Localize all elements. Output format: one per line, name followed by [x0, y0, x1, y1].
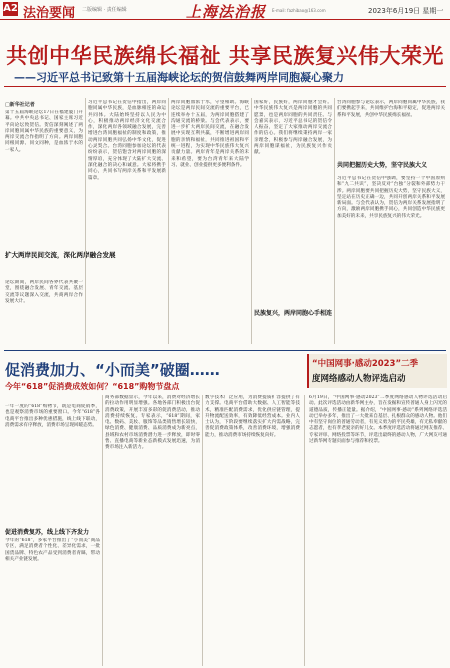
story3-headline: “中国网事·感动2023”二季: [312, 359, 419, 369]
issue-date: 2023年6月19日 星期一: [368, 7, 444, 15]
lead-deck: ——习近平总书记致第十五届海峡论坛的贺信鼓舞两岸同胞凝心聚力: [14, 71, 344, 84]
lead-column-5: 台湾同胞参与论坛表示，两岸同胞同属中华民族，我们要携起手来，共同维护台海和平稳定，促进两岸关系和平发展，共创中华民族绵长福祉。: [337, 100, 445, 118]
masthead: [0, 0, 450, 20]
lead-byline: □新华社记者: [5, 102, 35, 108]
column-divider: [202, 395, 203, 666]
story2-column-1: 一年一度的“618”购物节，既是电商促销季，也是观察消费市场的重要窗口。今年“618”各电商平台推出多种优惠措施，线上线下联动，消费需求有序释放，消费市场呈现回暖态势。: [5, 404, 100, 428]
story2-column-1b: 今年的“618”，多家平台推出了“小而美”商品专区，满足消费者个性化、差异化需求，一批国货品牌、特色农产品受到消费者青睐，带动相关产业链发展。: [5, 538, 100, 562]
newspaper-logo: 上海法治报: [186, 3, 267, 21]
story2-column-3: 数字技术广泛应用，为消费提质扩容提供了有力支撑。电商平台借助大数据、人工智能等技术，精准匹配消费需求，优化供应链管理，提升物流配送效率，有效降低经营成本。业内人士认为，下阶段要继续落实扩大内需战略，完善促消费政策体系，改善消费环境，增强消费能力，推动消费市场持续恢复向好。: [205, 395, 300, 438]
story2-subhead-1: 促进消费复苏，线上线下齐发力: [5, 529, 90, 536]
column-divider: [304, 395, 305, 666]
section-divider: [4, 350, 446, 351]
story3-deck: 度网络感动人物评选启动: [312, 374, 406, 384]
subhead-text: 扩大两岸民间交流，深化两岸融合发展: [5, 251, 116, 259]
publication-email: E-mail: fazhibao@163.com: [272, 8, 326, 13]
lead-subhead-2: 民族复兴，两岸同胞心手相连: [254, 310, 333, 317]
story3-column-1: 6月19日，“中国网事·感动2023”二季度网络感动人物评选活动启动。此次评选活动由新华网主办，旨在发掘和宣传普通人身上闪光的道德品质，传播正能量。据介绍，“中国网事·感动”系列网络评选活动已举办多年，推出了一大批来自基层、扎根群众的感动人物。他们中有坚守岗位的普通劳动者，有见义勇为的平民英雄，有无私奉献的志愿者，也有孝老爱亲的好儿女。本季度评选活动将通过网友推荐、专家评审、网络投票等环节，评选出最终的感动人物，广大网友可通过新华网专题页面参与推荐和投票。: [309, 395, 447, 445]
story2-headline: 促消费加力、“小而美”破圈……: [5, 361, 220, 379]
column-divider: [251, 98, 252, 344]
lead-headline: 共创中华民族绵长福祉 共享民族复兴伟大荣光: [6, 44, 444, 68]
story2-column-2: 商务部数据显示，今年以来，消费对经济增长的拉动作用明显增强。各地各部门积极出台促消费政策，开展丰富多彩的促消费活动，推动消费持续恢复。专家表示，“618”期间，家电、数码、美妆、服饰等品类销售增长较快，绿色消费、健康消费、品质消费成为新亮点，县域和农村市场消费潜力进一步释放，即时零售、直播电商等新业态新模式发展迅速，为消费市场注入新活力。: [105, 395, 200, 451]
lead-divider: [4, 86, 446, 87]
column-divider: [102, 395, 103, 666]
column-divider: [168, 98, 169, 344]
page-number-badge: A2: [3, 3, 18, 14]
column-divider: [85, 98, 86, 344]
lead-column-1b: 论坛期间，两岸民间各界代表共聚一堂，围绕融合发展、青年交流、基层交流等议题深入交流，共商两岸合作发展大计。: [5, 280, 83, 304]
lead-column-5b: 习近平总书记在贺信中强调，要坚持一个中国原则和“九二共识”，坚决反对“台独”分裂和外部势力干涉。两岸同胞要共同把握历史大势，坚守民族大义，坚定站在历史正确一边，共同开创两岸关系和平发展新局面。与会代表认为，贺信为两岸关系发展指明了方向，激励两岸同胞携手同心，共同创造中华民族更加美好的未来，共享民族复兴的伟大荣光。: [337, 176, 445, 219]
lead-column-2: 习近平总书记在贺信中指出，两岸同胞同属中华民族，是血脉相连的命运共同体。大陆始终坚持以人民为中心，积极推动两岸经济文化交流合作，深化两岸各领域融合发展，完善增进台湾同胞福祉的制度和政策，推动两岸同胞共同弘扬中华文化，促进心灵契合。台湾同胞参加论坛的代表纷纷表示，贺信饱含对两岸同胞的深情厚谊，充分体现了大陆扩大交流、深化融合的决心和诚意。大家将携手同心，共同书写两岸关系和平发展新篇章。: [88, 100, 166, 181]
lead-column-1: 第十五届海峡论坛17日在福建厦门开幕。中共中央总书记、国家主席习近平向论坛致贺信。贺信深刻阐述了两岸同胞同属中华民族的重要意义，为两岸交流合作指明了方向。两岸同胞同根同源、同文同种，是血浓于水的一家人。: [5, 110, 83, 153]
editor-line: 二版编辑 · 责任编辑: [82, 7, 127, 13]
lead-column-3: 两岸同胞血浓于水，守望相助。海峡论坛是两岸民间交流的重要平台，已连续举办十五届，为两岸同胞搭建了沟通交流的桥梁。与会代表表示，要进一步扩大两岸民间交流，在融合发展中实现互利共赢，不断增进两岸同胞的亲情和福祉，共同推进祖国和平统一进程，为实现中华民族伟大复兴贡献力量。两岸青年是两岸关系的未来和希望，要为台湾青年来大陆学习、就业、创业提供更多便利条件。: [171, 100, 249, 168]
story2-deck: 今年“618”促消费成效如何？“618”购物节盘点: [5, 382, 180, 391]
column-divider: [334, 98, 335, 344]
section-title: 法治要闻: [23, 6, 76, 21]
lead-subhead-3: 共同把握历史大势，坚守民族大义: [337, 162, 428, 169]
lead-column-4: 国家好，民族好，两岸同胞才会好。中华民族伟大复兴是两岸同胞的共同愿景，也是两岸同胞的共同责任。与会嘉宾表示，习近平总书记的贺信令人振奋，坚定了大家推动两岸交流合作的信心。我们将继续秉持两岸一家亲理念，积极参与两岸融合发展，为两岸同胞谋福祉，为民族复兴作贡献。: [254, 100, 332, 156]
